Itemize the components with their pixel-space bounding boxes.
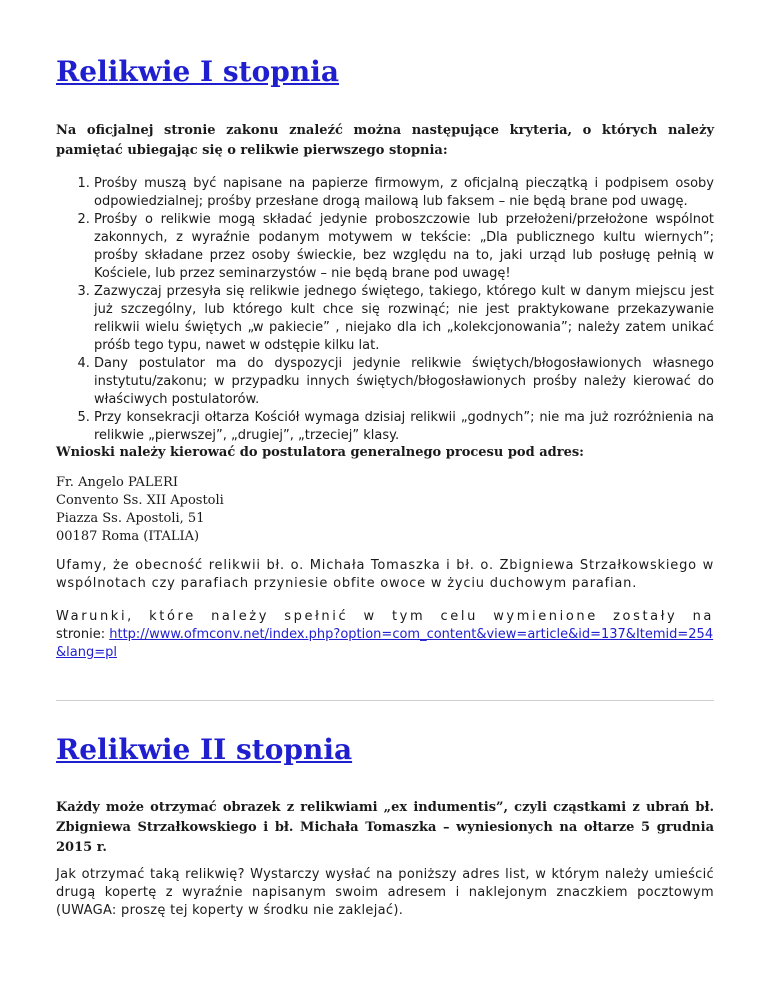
address-line: Convento Ss. XII Apostoli — [56, 493, 224, 508]
address-intro: Wnioski należy kierować do postulatora generalnego procesu pod adres: — [56, 445, 584, 460]
criteria-item: 4. Dany postulator ma do dyspozycji jedynie relikwie świętych/błogosławionych własnego instytutu/zakonu; w przypadku innych świętych/błogosławionych prośby należy kierować do właściwych postulatorów. — [94, 355, 714, 409]
source-line — [56, 626, 714, 662]
source-link[interactable]: http://www.ofmconv.net/index.php?option=com_content&view=article&id=137&Itemid=254&lang=pl — [56, 627, 714, 660]
criteria-list — [56, 175, 714, 445]
criteria-item: 5. Przy konsekracji ołtarza Kościół wymaga dzisiaj relikwii „godnych”; nie ma już rozróżnienia na relikwie „pierwszej”, „drugiej”, „trzeciej” klasy. — [94, 409, 714, 445]
source-lead: Warunki, które należy spełnić w tym celu wymienione zostały na — [56, 609, 714, 624]
source-prefix: stronie: — [56, 627, 110, 642]
section-heading-second-degree — [56, 733, 352, 767]
criteria-item: 3. Zazwyczaj przesyła się relikwie jednego świętego, takiego, którego kult w danym miejscu jest już szczególny, lub którego kult chce się rozwinąć; nie jest praktykowane przekazywanie relikwii wielu świętych „w pakiecie” , niejako dla ich „kolekcjonowania”; należy zatem unikać próśb tego typu, nawet w odstępie kilku lat. — [94, 283, 714, 355]
postal-address — [56, 474, 714, 546]
heading-link-second-degree[interactable]: Relikwie II stopnia — [56, 733, 353, 766]
second-degree-body: Jak otrzymać taką relikwię? Wystarczy wysłać na poniższy adres list, w którym należy umieścić drugą kopertę z wyraźnie napisanym swoim adresem i naklejonym znaczkiem pocztowym (UWAGA: proszę tej koperty w środku nie zaklejać). — [56, 867, 714, 918]
address-line: 00187 Roma (ITALIA) — [56, 529, 200, 544]
address-line: Piazza Ss. Apostoli, 51 — [56, 511, 205, 526]
criteria-item: 2. Prośby o relikwie mogą składać jedynie proboszczowie lub przełożeni/przełożone wspólnot zakonnych, z wyraźnie podanym motywem w tekście: „Dla publicznego kultu wiernych”; prośby składane przez osoby świeckie, bez względu na to, jaki urząd lub posługę pełnią w Kościele, lub przez seminarzystów – nie będą brane pod uwagę! — [94, 211, 714, 283]
second-degree-intro: Każdy może otrzymać obrazek z relikwiami „ex indumentis”, czyli cząstkami z ubrań bł. Zbigniewa Strzałkowskiego i bł. Michała Tomaszka – wyniesionych na ołtarze 5 grudnia 2015 r. — [56, 800, 714, 855]
heading-link-first-degree[interactable]: Relikwie I stopnia — [56, 55, 339, 88]
section-heading-first-degree — [56, 55, 339, 89]
intro-criteria: Na oficjalnej stronie zakonu znaleźć można następujące kryteria, o których należy pamiętać ubiegając się o relikwie pierwszego stopnia: — [56, 123, 714, 158]
hope-paragraph: Ufamy, że obecność relikwii bł. o. Michała Tomaszka i bł. o. Zbigniewa Strzałkowskiego w wspólnotach czy parafiach przyniesie obfite owoce w życiu duchowym parafian. — [56, 558, 714, 591]
source-paragraph — [56, 608, 714, 662]
criteria-item: 1. Prośby muszą być napisane na papierze firmowym, z oficjalną pieczątką i podpisem osoby odpowiedzialnej; prośby przesłane drogą mailową lub faksem – nie będą brane pod uwagę. — [94, 175, 714, 211]
address-line: Fr. Angelo PALERI — [56, 475, 178, 490]
criteria-list-wrapper — [56, 175, 714, 445]
section-divider — [56, 700, 714, 701]
